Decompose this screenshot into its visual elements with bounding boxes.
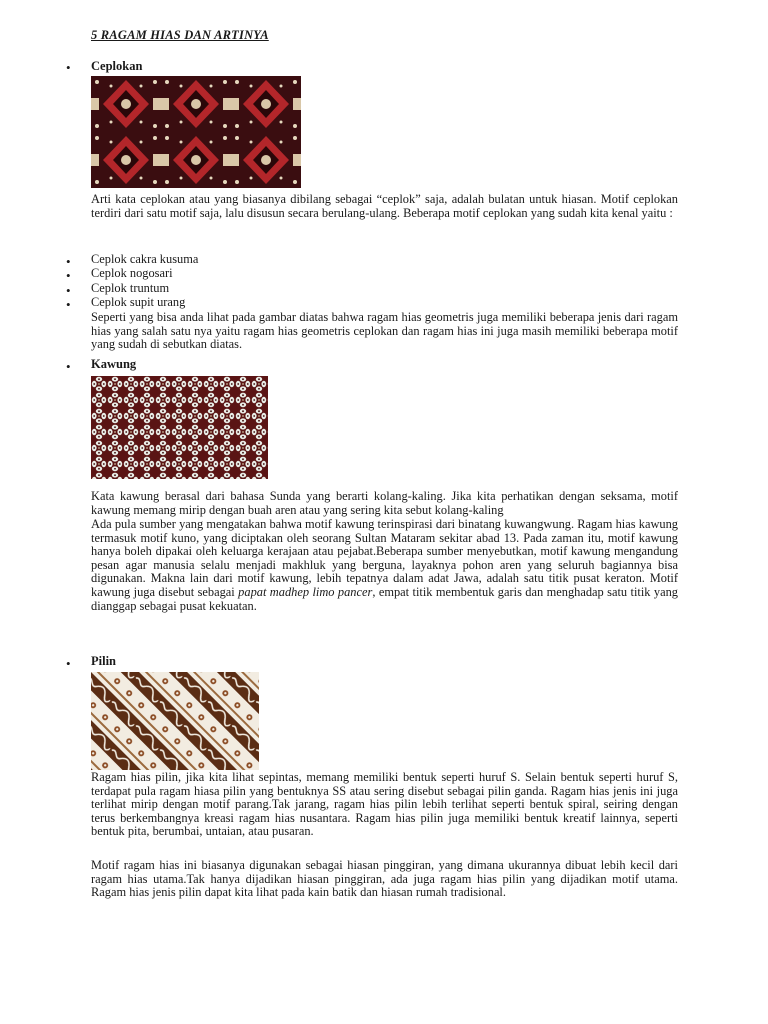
list-item: Ceplok nogosari	[91, 266, 173, 280]
ceplokan-paragraph-1: Arti kata ceplokan atau yang biasanya dibilang sebagai “ceplok” saja, adalah bulatan untuk hiasan. Motif ceplokan terdiri dari satu motif saja, lalu disusun secara berulang-ulang. Beberapa motif ceplokan yang sudah kita kenal yaitu :	[91, 192, 678, 220]
document-title: 5 RAGAM HIAS DAN ARTINYA	[91, 28, 269, 42]
kawung-text: Ada pula sumber yang mengatakan bahwa motif kawung terinspirasi dari binatang kuwangwung. Ragam hias kawung termasuk motif kuno, yang diciptakan oleh seorang Sultan Mataram sekitar abad 13. Pada zaman itu, motif kawung hanya boleh dipakai oleh keluarga kerajaan atau pejabat.Beberapa sumber menyebutkan, motif kawung mengandung pesan agar manusia selalu menjadi makhluk yang berguna, layaknya pohon aren yang seluruh bagiannya bisa digunakan. Makna lain dari motif kawung, lebih tepatnya dalam adat Jawa, adalah satu titik pusat keraton. Motif kawung juga disebut sebagai	[91, 517, 678, 599]
bullet-dot: •	[66, 268, 71, 283]
kawung-italic-phrase: papat madhep limo pancer	[238, 584, 373, 599]
list-item: Ceplok truntum	[91, 281, 170, 295]
kawung-batik-image	[91, 376, 268, 479]
heading-ceplokan: Ceplokan	[91, 59, 143, 73]
bullet-dot: •	[66, 656, 71, 671]
pilin-paragraph-2: Motif ragam hias ini biasanya digunakan sebagai hiasan pinggiran, yang dimana ukurannya dibuat lebih kecil dari ragam hias utama.Tak hanya dijadikan hiasan pinggiran, ada juga ragam hias pilin yang dijadikan motif utama. Ragam hias jenis pilin dapat kita lihat pada kain batik dan hiasan rumah tradisional.	[91, 858, 678, 900]
pilin-paragraph-1: Ragam hias pilin, jika kita lihat sepintas, memang memiliki bentuk seperti huruf S. Selain bentuk seperti huruf S, terdapat pula ragam hiasa pilin yang bentuknya SS atau sering disebut sebagai pilin ganda. Ragam hias jenis ini juga terlihat mirip dengan motif parang.Tak jarang, ragam hias pilin lebih terlihat seperti bentuk spiral, seiring dengan terus berkembangnya kreasi ragam hias nusantara. Ragam hias pilin juga memiliki bentuk kreatif lainnya, seperti bentuk pita, berumbai, untaian, atau pusaran.	[91, 770, 678, 839]
ceplokan-paragraph-2: Seperti yang bisa anda lihat pada gambar diatas bahwa ragam hias geometris juga memiliki beberapa jenis dari ragam hias yang salah satu nya yaitu ragam hias geometris ceplokan dan ragam hias ini juga masih memiliki beberapa motif yang sudah di sebutkan diatas.	[91, 310, 678, 352]
bullet-dot: •	[66, 283, 71, 298]
kawung-paragraph-2	[91, 518, 678, 613]
kawung-paragraph-1: Kata kawung berasal dari bahasa Sunda yang berarti kolang-kaling. Jika kita perhatikan dengan seksama, motif kawung memang mirip dengan buah aren atau yang sering kita sebut kolang-kaling	[91, 489, 678, 517]
bullet-dot: •	[66, 359, 71, 374]
kawung-text: , empat titik membentuk garis dan menghadap satu titik yang dianggap sebagai pusat kekuatan.	[91, 584, 678, 613]
list-item: Ceplok supit urang	[91, 295, 186, 309]
bullet-dot: •	[66, 254, 71, 269]
ceplokan-batik-image	[91, 76, 301, 188]
bullet-dot: •	[66, 60, 71, 75]
pilin-batik-image	[91, 672, 259, 770]
heading-kawung: Kawung	[91, 357, 137, 371]
list-item: Ceplok cakra kusuma	[91, 252, 199, 266]
bullet-dot: •	[66, 297, 71, 312]
heading-pilin: Pilin	[91, 654, 117, 668]
